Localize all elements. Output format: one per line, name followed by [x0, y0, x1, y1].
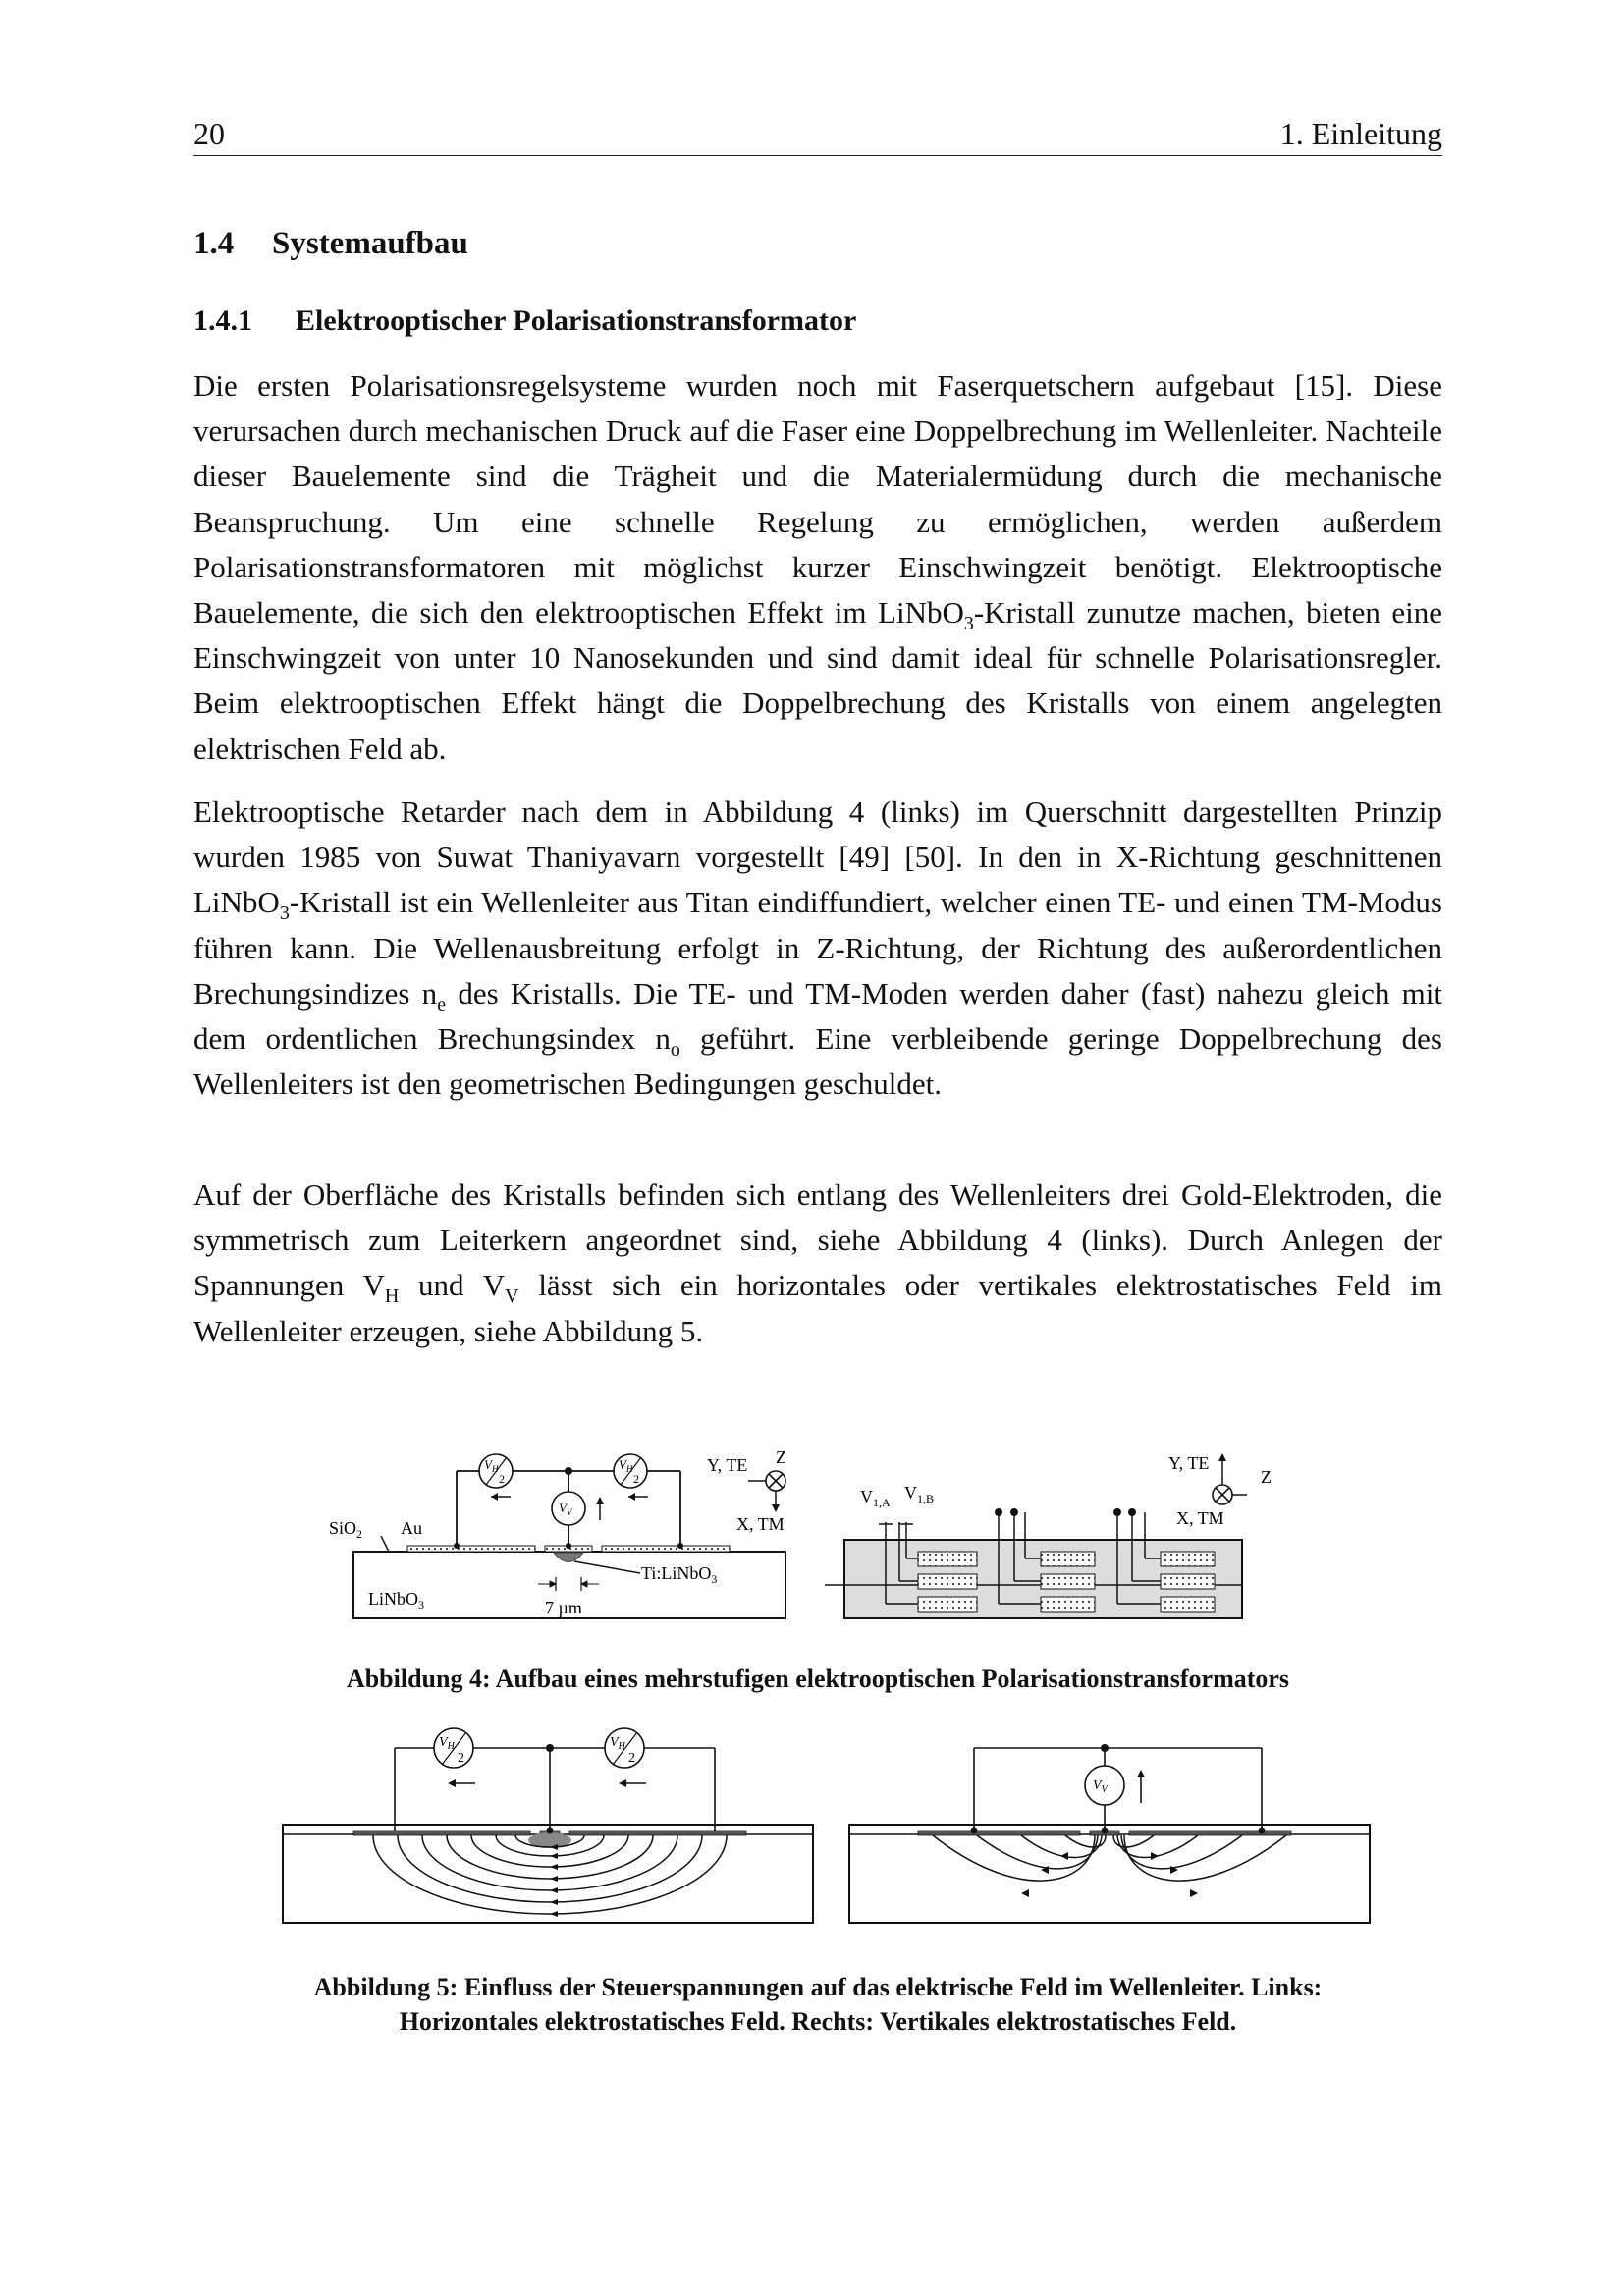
- fig4-v1b-sub: 1,B: [917, 1492, 935, 1505]
- fig4-electrode-left: [407, 1546, 535, 1552]
- p1-sub-1: 3: [963, 613, 974, 635]
- paragraph-1: [193, 363, 1442, 772]
- fig4-source-vv: [552, 1471, 604, 1546]
- p3-text-a: Auf der Oberfläche des Kristalls befinden sich entlang des Wellenleiters drei Gold-Elektroden, die symmetrisch zum Leiterkern angeordnet sind, siehe Abbildung 4 (links). Durch Anlegen der Spannungen V: [193, 1177, 1442, 1303]
- fig4-sio2-label: SiO: [329, 1518, 357, 1538]
- subsection-title: Elektrooptischer Polarisationstransformator: [296, 304, 857, 337]
- fig5-right-electrode-3: [1129, 1831, 1291, 1835]
- paragraph-3: [193, 1173, 1442, 1354]
- fig4-electrode-right: [602, 1546, 730, 1552]
- p3-text-c: lässt sich ein horizontales oder vertikales elektrostatisches Feld im Wellenleiter erzeugen, siehe Abbildung 5.: [193, 1268, 1443, 1348]
- fig4-left-xtm-label: X, TM: [736, 1514, 785, 1534]
- fig4-top-view: [825, 1453, 1272, 1618]
- fig5-horizontal-field: [283, 1728, 813, 1923]
- p1-text-b: -Kristall zunutze machen, bieten eine Einschwingzeit von unter 10 Nanosekunden und sind damit ideal für schnelle Polarisationsregler. Beim elektrooptischen Effekt hängt die Doppelbrechung des Kristalls von einem angelegten elektrischen Feld ab.: [193, 595, 1442, 766]
- fig5-vh-left-label: V: [439, 1735, 448, 1750]
- p3-text-b: und V: [399, 1268, 506, 1303]
- fig5-vv-label: V: [1093, 1778, 1102, 1793]
- fig5-left-electrode-3: [569, 1831, 746, 1835]
- fig4-right-z-label: Z: [1261, 1467, 1272, 1487]
- figure-4-caption: Abbildung 4: Aufbau eines mehrstufigen elektrooptischen Polarisationstransformators: [346, 1665, 1290, 1693]
- fig4-vh-left-sub: H: [491, 1464, 499, 1474]
- section-number: 1.4: [193, 226, 235, 261]
- p3-sub-1: H: [384, 1285, 400, 1308]
- fig5-source-vh-left: [434, 1728, 475, 1787]
- fig4-right-xtm-label: X, TM: [1176, 1508, 1224, 1528]
- p3-sub-2: V: [505, 1285, 519, 1308]
- figure-5-caption-line-2: Horizontales elektrostatisches Feld. Rechts: Vertikales elektrostatisches Feld.: [399, 2007, 1237, 2036]
- fig4-source-vh-right: [614, 1454, 648, 1501]
- fig4-vv-label: V: [559, 1501, 567, 1515]
- fig4-vh-right-label: V: [619, 1457, 626, 1472]
- fig4-cross-section: [329, 1448, 786, 1618]
- subsection-heading: [193, 304, 856, 338]
- p2-sub-1: 3: [279, 902, 290, 925]
- fig4-linbo3-sub: 3: [418, 1598, 424, 1612]
- fig5-left-electrode-1: [353, 1831, 530, 1835]
- p2-sub-3: o: [670, 1039, 680, 1062]
- figure-5-diagram: [275, 1709, 1375, 1935]
- fig4-vh-right-sub: H: [625, 1464, 633, 1474]
- page-number: 20: [193, 116, 225, 151]
- fig5-vh-left-sub: H: [447, 1741, 455, 1752]
- fig4-vh-left-half: 2: [499, 1472, 505, 1486]
- fig4-width-label: 7 µm: [545, 1598, 582, 1617]
- fig4-v1a-label: V: [860, 1487, 873, 1506]
- fig5-vv-sub: V: [1101, 1784, 1108, 1795]
- svg-text:Ti:LiNbO3: [641, 1563, 717, 1586]
- fig4-sio2-sub: 2: [356, 1527, 363, 1541]
- fig4-au-label: Au: [401, 1518, 422, 1538]
- fig4-vh-right-half: 2: [633, 1472, 639, 1486]
- section-title: Systemaufbau: [272, 226, 468, 261]
- fig5-source-vv: [1085, 1766, 1145, 1805]
- subsection-number: 1.4.1: [193, 304, 252, 337]
- chapter-title: 1. Einleitung: [1279, 116, 1442, 151]
- fig4-source-vh-left: [479, 1454, 513, 1501]
- fig5-vh-right-label: V: [610, 1735, 619, 1750]
- figure-5-caption-line-1: Abbildung 5: Einfluss der Steuerspannungen auf das elektrische Feld im Wellenleiter. Links:: [313, 1973, 1323, 2001]
- p1-text-a: Die ersten Polarisationsregelsysteme wurden noch mit Faserquetschern aufgebaut [15]. Diese verursachen durch mechanischen Druck auf die Faser eine Doppelbrechung im Wellenleiter. Nachteile dieser Bauelemente sind die Trägheit und die Materialermüdung durch die mechanische Beanspruchung. Um eine schnelle Regelung zu ermöglichen, werden außerdem Polarisationstransformatoren mit möglichst kurzer Einschwingzeit benötigt. Elektrooptische Bauelemente, die sich den elektrooptischen Effekt im LiNbO: [193, 368, 1442, 630]
- p2-text-b: -Kristall ist ein Wellenleiter aus Titan eindiffundiert, welcher einen TE- und einen TM-Modus führen kann. Die Wellenausbreitung erfolgt in Z-Richtung, der Richtung des außerordentlichen Brechungsindizes n: [193, 885, 1442, 1011]
- fig4-left-z-label: Z: [776, 1448, 786, 1467]
- svg-text:LiNbO3: [368, 1589, 424, 1612]
- svg-text:SiO2: [329, 1518, 362, 1541]
- svg-text:V1,A: [860, 1487, 891, 1509]
- fig5-vh-right-sub: H: [618, 1741, 625, 1752]
- fig4-tilinbo3-label: Ti:LiNbO: [641, 1563, 712, 1583]
- paragraph-2: [193, 790, 1442, 1107]
- fig4-linbo3-label: LiNbO: [368, 1589, 418, 1609]
- fig5-vertical-field: [849, 1744, 1370, 1923]
- fig5-vh-left-half: 2: [458, 1751, 464, 1766]
- fig4-v1b-label: V: [904, 1483, 917, 1503]
- fig5-source-vh-right: [605, 1728, 646, 1787]
- fig4-vh-left-label: V: [484, 1457, 492, 1472]
- figure-5-caption: [193, 1970, 1442, 2039]
- fig5-right-electrode-1: [918, 1831, 1080, 1835]
- fig4-v1a-sub: 1,A: [873, 1496, 891, 1509]
- section-heading: [193, 226, 468, 262]
- p2-sub-2: e: [437, 994, 447, 1015]
- p2-text-c: des Kristalls. Die TE- und TM-Moden werden daher (fast) nahezu gleich mit dem ordentlichen Brechungsindex n: [193, 975, 1442, 1057]
- figure-4-diagram: [314, 1434, 1296, 1630]
- fig4-left-yte-label: Y, TE: [707, 1455, 748, 1475]
- page-header: [193, 110, 1442, 156]
- p2-text-a: Elektrooptische Retarder nach dem in Abbildung 4 (links) im Querschnitt dargestellten Prinzip wurden 1985 von Suwat Thaniyavarn vorgestellt [49] [50]. In den in X-Richtung geschnittenen LiNbO: [193, 794, 1442, 920]
- p2-text-d: geführt. Eine verbleibende geringe Doppelbrechung des Wellenleiters ist den geometrischen Bedingungen geschuldet.: [193, 1021, 1442, 1102]
- fig4-right-yte-label: Y, TE: [1168, 1453, 1210, 1473]
- svg-text:V1,B: [904, 1483, 934, 1505]
- fig4-vv-sub: V: [566, 1507, 572, 1517]
- fig4-tilinbo3-sub: 3: [711, 1572, 718, 1586]
- fig5-vh-right-half: 2: [628, 1751, 635, 1766]
